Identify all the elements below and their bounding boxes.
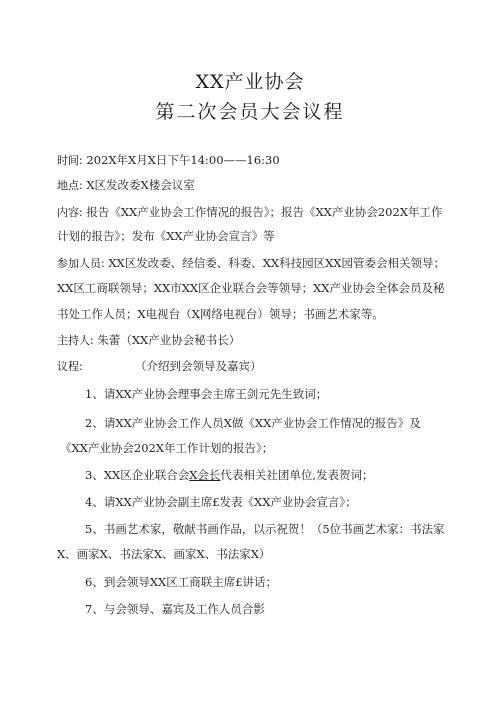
host-row bbox=[57, 332, 240, 349]
colon: : bbox=[90, 334, 94, 347]
agenda-item-3 bbox=[85, 467, 374, 483]
document-title: XX产业协会 bbox=[195, 71, 305, 93]
colon: : bbox=[79, 360, 83, 373]
content-line-1: 报告《XX产业协会工作情况的报告》；报告《XX产业协会202X年工作 bbox=[86, 205, 443, 219]
time-label: 时间 bbox=[57, 154, 79, 167]
colon: : bbox=[79, 206, 83, 219]
place-label: 地点 bbox=[57, 179, 79, 192]
participants-line-2: XX区工商联领导；XX市XX区企业联合会等领导；XX产业协会全体会员及秘 bbox=[57, 281, 445, 295]
colon: : bbox=[79, 154, 83, 167]
agenda-item-3-post: 代表相关社团单位,发表贺词； bbox=[220, 468, 374, 482]
agenda-item-2-line-1: 2、请XX产业协会工作人员X做《XX产业协会工作情况的报告》及 bbox=[85, 416, 421, 430]
agenda-row bbox=[57, 358, 83, 375]
participants-line-1: XX区发改委、经信委、科委、XX科技园区XX园管委会相关领导； bbox=[108, 256, 445, 270]
agenda-item-5-line-1: 5、书画艺术家，敬献书画作品，以示祝贺！（5位书画艺术家：书法家 bbox=[85, 522, 445, 536]
host-label: 主持人 bbox=[57, 334, 90, 347]
agenda-item-3-pre: 3、XX区企业联合会 bbox=[85, 468, 190, 482]
content-row bbox=[57, 204, 443, 221]
agenda-item-4: 4、请XX产业协会副主席£发表《XX产业协会宣言》； bbox=[85, 495, 357, 509]
agenda-label: 议程 bbox=[57, 360, 79, 373]
agenda-item-6: 6、到会领导XX区工商联主席£讲话； bbox=[85, 575, 278, 589]
agenda-item-1: 1、请XX产业协会理事会主席王剑元先生致词； bbox=[85, 387, 328, 401]
participants-row bbox=[57, 255, 445, 272]
agenda-item-3-underlined: X会长 bbox=[189, 468, 221, 482]
time-row bbox=[57, 152, 280, 169]
colon: : bbox=[101, 257, 105, 270]
time-value: 202X年X月X日下午14:00——16:30 bbox=[86, 153, 280, 167]
document-subtitle: 第二次会员大会议程 bbox=[155, 101, 345, 123]
agenda-note: （介绍到会领导及嘉宾） bbox=[135, 359, 262, 373]
content-label: 内容 bbox=[57, 206, 79, 219]
agenda-item-2-line-2: 《XX产业协会202X年工作计划的报告》； bbox=[60, 441, 274, 455]
host-value: 朱蕾（XX产业协会秘书长） bbox=[97, 333, 241, 347]
agenda-item-7: 7、与会领导、嘉宾及工作人员合影 bbox=[85, 602, 265, 616]
place-value: X区发改委X楼会议室 bbox=[86, 178, 195, 192]
place-row bbox=[57, 177, 195, 194]
participants-line-3: 书处工作人员；X电视台（X网络电视台）领导；书画艺术家等。 bbox=[57, 307, 384, 321]
participants-label: 参加人员 bbox=[57, 257, 101, 270]
agenda-item-5-line-2: X、画家X、书法家X、画家X、书法家X） bbox=[57, 547, 271, 561]
content-line-2: 计划的报告》；发布《XX产业协会宣言》等 bbox=[57, 229, 275, 243]
colon: : bbox=[79, 179, 83, 192]
